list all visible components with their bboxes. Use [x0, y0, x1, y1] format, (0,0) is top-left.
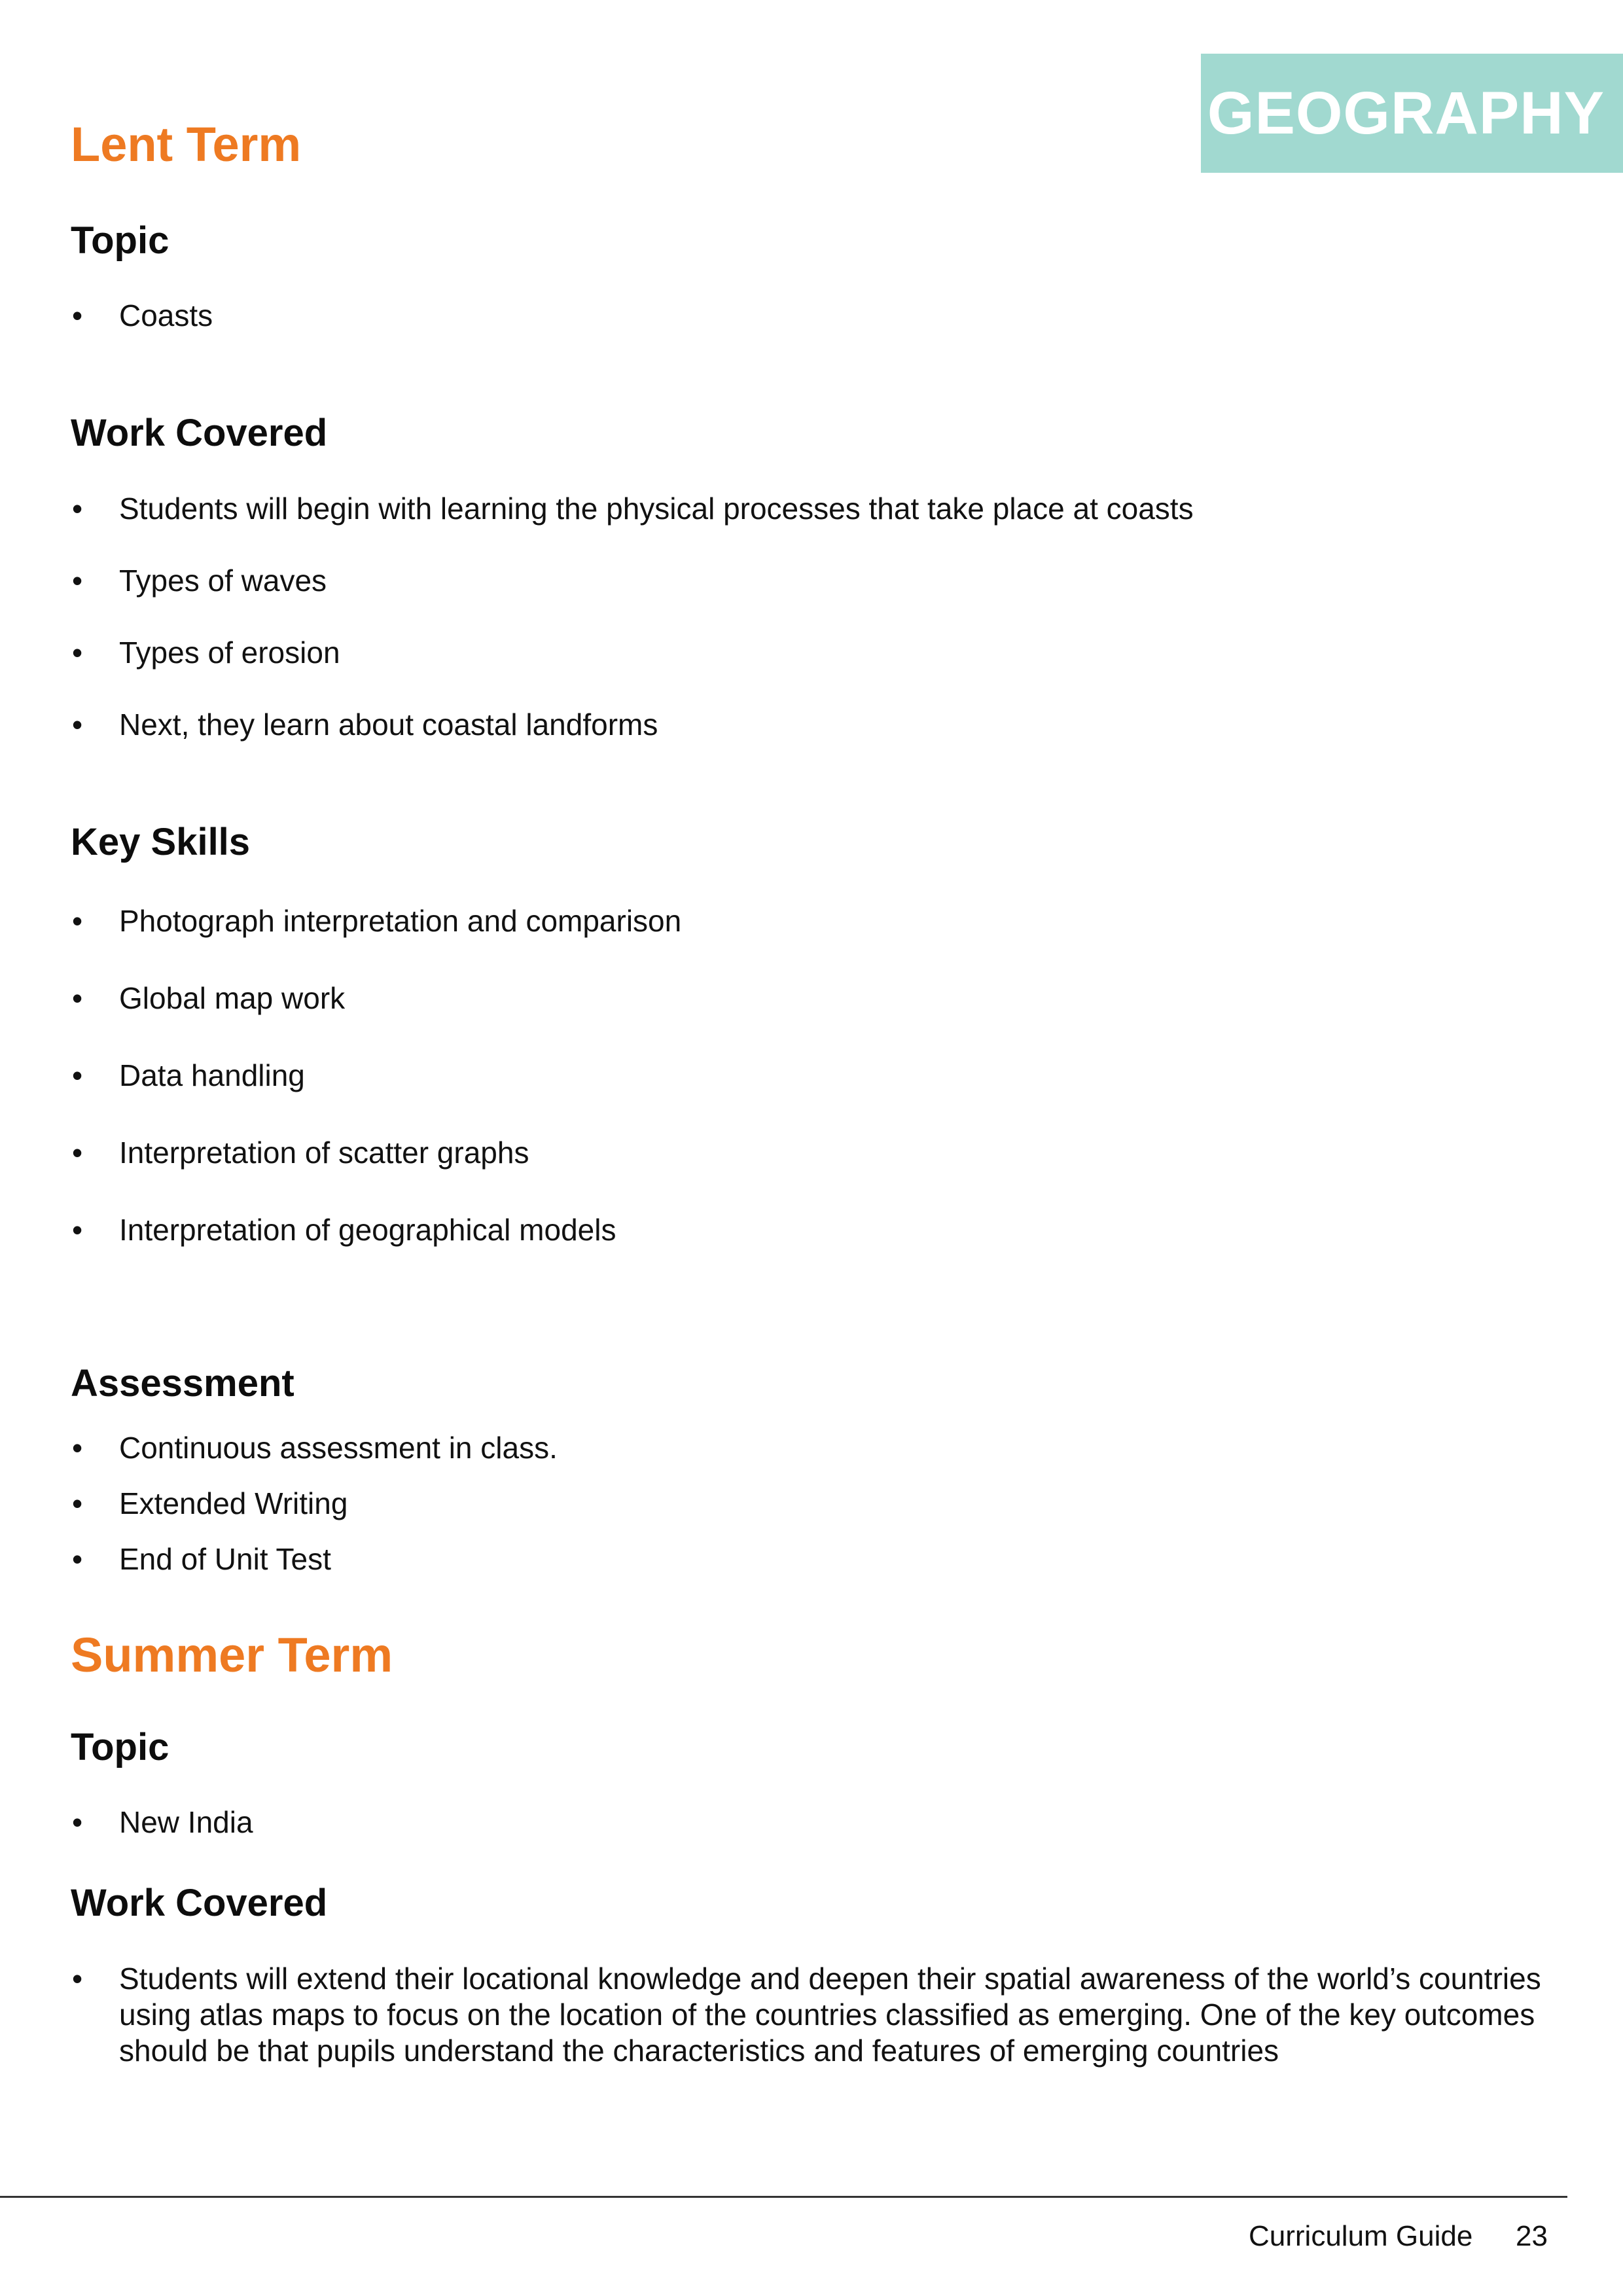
list-item: • Data handling: [72, 1058, 305, 1092]
bullet-icon: •: [72, 1542, 83, 1576]
list-item: • Extended Writing: [72, 1486, 348, 1520]
footer-label: Curriculum Guide: [1249, 2220, 1473, 2252]
summer-topic-list: [71, 1804, 1543, 1840]
list-item: • New India: [72, 1805, 253, 1839]
list-item: • Types of erosion: [72, 636, 340, 670]
list-item: • Students will extend their locational knowledge and deepen their spatial awareness of the world’s countries using atlas maps to focus on the location of the countries classified as emerging. One of the key outcomes should be that pupils understand the characteristics and features of emerging countries: [72, 1962, 1541, 2068]
bullet-icon: •: [72, 636, 83, 670]
bullet-icon: •: [72, 981, 83, 1015]
lent-key-skills-list: [71, 903, 1543, 1248]
lent-assessment-heading: Assessment: [71, 1362, 294, 1405]
lent-topic-list: [71, 298, 1543, 334]
subject-banner: [1201, 54, 1623, 173]
footer-divider: [0, 2196, 1567, 2198]
lent-work-covered-list: [71, 491, 1543, 743]
bullet-icon: •: [72, 1136, 83, 1170]
bullet-icon: •: [72, 298, 83, 332]
lent-term-heading: Lent Term: [71, 117, 302, 171]
bullet-icon: •: [72, 1213, 83, 1247]
summer-term-heading: Summer Term: [71, 1628, 393, 1682]
list-item: • Types of waves: [72, 564, 327, 598]
bullet-icon: •: [72, 708, 83, 742]
lent-work-covered-heading: Work Covered: [71, 412, 328, 454]
list-item: • Interpretation of scatter graphs: [72, 1136, 529, 1170]
list-item: • Students will begin with learning the physical processes that take place at coasts: [72, 492, 1194, 526]
lent-key-skills-heading: Key Skills: [71, 821, 251, 863]
bullet-icon: •: [72, 492, 83, 526]
bullet-icon: •: [72, 1058, 83, 1092]
list-item: • Coasts: [72, 298, 213, 332]
lent-assessment-list: [71, 1430, 1543, 1577]
bullet-icon: •: [72, 1486, 83, 1520]
list-item: • End of Unit Test: [72, 1542, 331, 1576]
page-number: 23: [1516, 2220, 1548, 2252]
bullet-icon: •: [72, 1805, 83, 1839]
list-item: • Photograph interpretation and comparison: [72, 904, 682, 938]
bullet-icon: •: [72, 564, 83, 598]
list-item: • Continuous assessment in class.: [72, 1431, 558, 1465]
bullet-icon: •: [72, 1962, 83, 1996]
summer-work-covered-list: [71, 1961, 1543, 2069]
list-item: • Global map work: [72, 981, 346, 1015]
lent-topic-heading: Topic: [71, 219, 169, 262]
list-item: • Next, they learn about coastal landforms: [72, 708, 658, 742]
bullet-icon: •: [72, 1431, 83, 1465]
bullet-icon: •: [72, 904, 83, 938]
summer-work-covered-heading: Work Covered: [71, 1882, 328, 1924]
subject-title: GEOGRAPHY: [1207, 79, 1605, 147]
list-item: • Interpretation of geographical models: [72, 1213, 616, 1247]
summer-topic-heading: Topic: [71, 1726, 169, 1768]
